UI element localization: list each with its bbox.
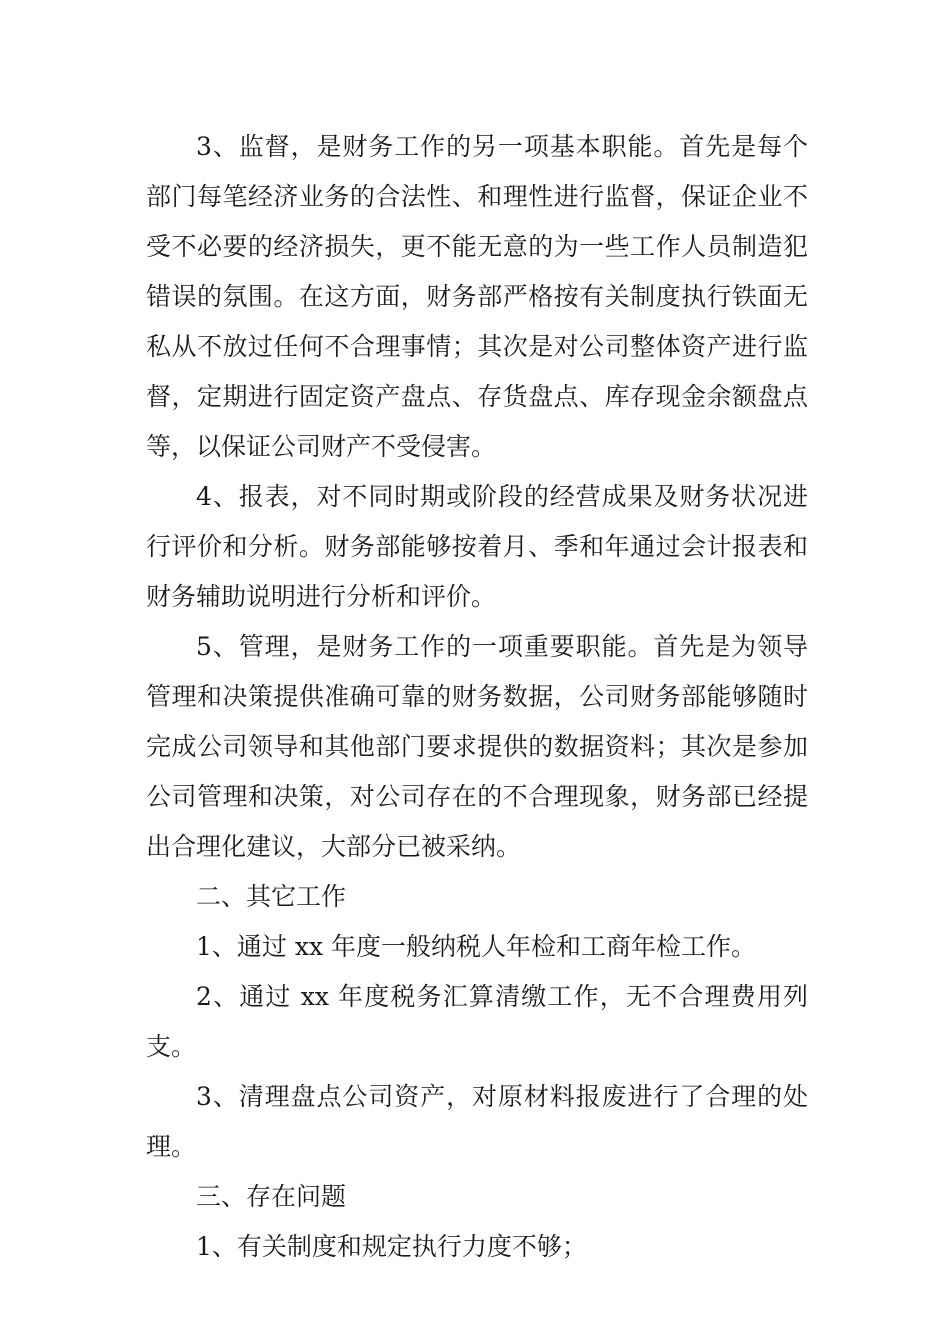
list-item-problems-1: 1、有关制度和规定执行力度不够； xyxy=(196,1232,587,1261)
paragraph-supervision: 3、监督，是财务工作的另一项基本职能。首先是每个部门每笔经济业务的合法性、和理性进行监督，保证企业不受不必要的经济损失，更不能无意的为一些工作人员制造犯错误的氛围。在这方面，财务部严格按有关制度执行铁面无私从不放过任何不合理事情；其次是对公司整体资产进行监督，定期进行固定资产盘点、存货盘点、库存现金余额盘点等，以保证公司财产不受侵害。 xyxy=(146,132,808,461)
section-heading-problems: 三、存在问题 xyxy=(196,1182,347,1211)
list-item-other-work-2: 2、通过 xx 年度税务汇算清缴工作，无不合理费用列支。 xyxy=(146,982,808,1061)
document-body xyxy=(146,122,808,1272)
list-item-other-work-1: 1、通过 xx 年度一般纳税人年检和工商年检工作。 xyxy=(196,932,756,961)
list-item-other-work-3: 3、清理盘点公司资产，对原材料报废进行了合理的处理。 xyxy=(146,1082,808,1161)
section-heading-other-work: 二、其它工作 xyxy=(196,882,347,911)
paragraph-reports: 4、报表，对不同时期或阶段的经营成果及财务状况进行评价和分析。财务部能够按着月、季和年通过会计报表和财务辅助说明进行分析和评价。 xyxy=(146,482,808,611)
paragraph-management: 5、管理，是财务工作的一项重要职能。首先是为领导管理和决策提供准确可靠的财务数据，公司财务部能够随时完成公司领导和其他部门要求提供的数据资料；其次是参加公司管理和决策，对公司存在的不合理现象，财务部已经提出合理化建议，大部分已被采纳。 xyxy=(146,632,808,861)
